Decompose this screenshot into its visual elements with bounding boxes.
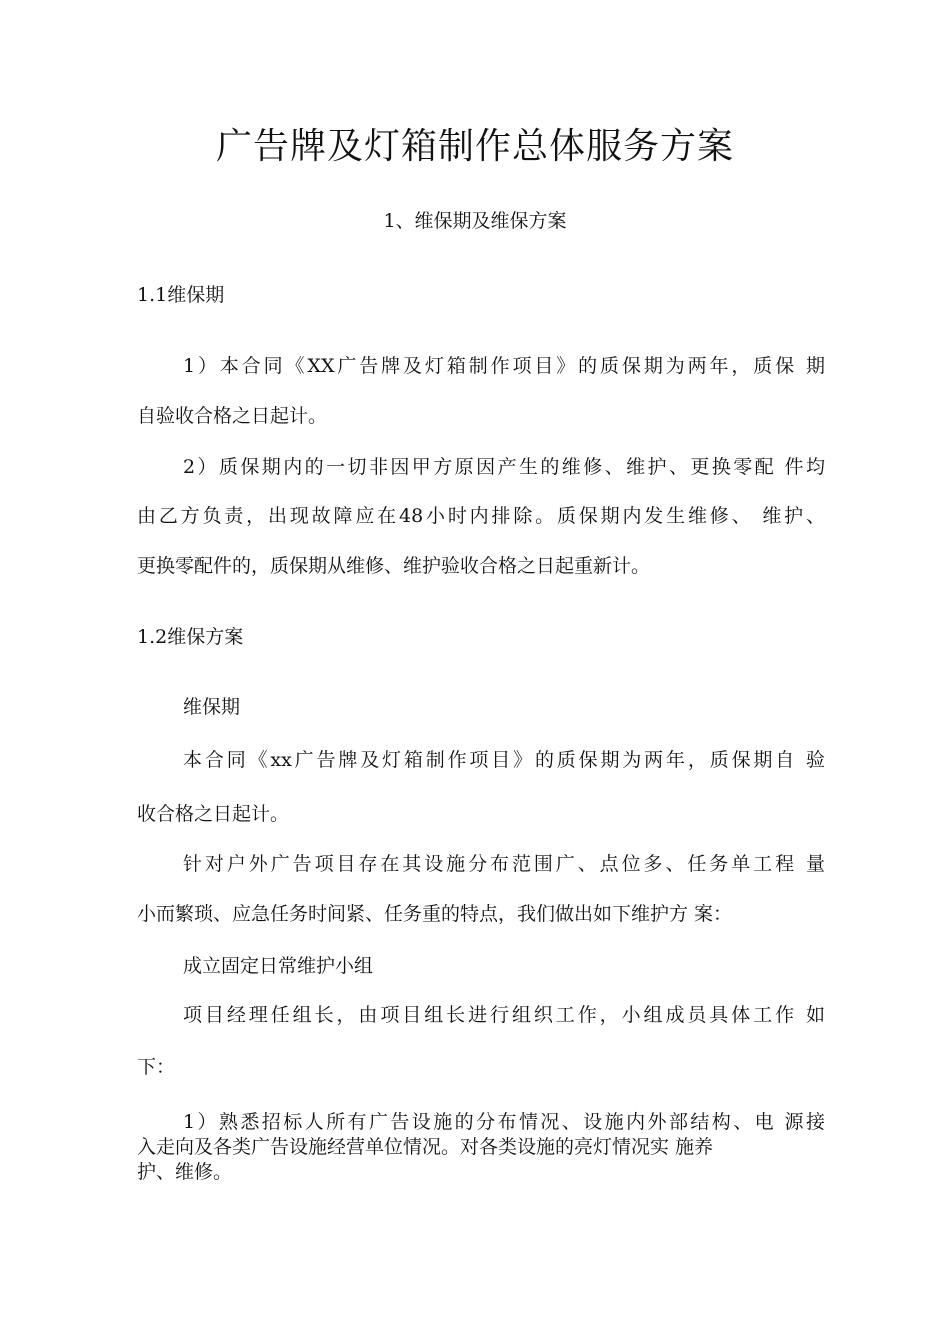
paragraph-line: 2）质保期内的一切非因甲方原因产生的维修、维护、更换零配 件均	[183, 456, 825, 478]
paragraph-line: 1）熟悉招标人所有广告设施的分布情况、设施内外部结构、电 源接	[183, 1111, 825, 1133]
paragraph-line: 1）本合同《XX广告牌及灯箱制作项目》的质保期为两年，质保 期	[183, 355, 825, 377]
paragraph-line: 下：	[137, 1056, 176, 1078]
section-1-2-heading: 1.2维保方案	[137, 626, 244, 648]
subheading-maintenance-period: 维保期	[183, 696, 241, 718]
paragraph-line: 项目经理任组长，由项目组长进行组织工作，小组成员具体工作 如	[183, 1004, 825, 1026]
section-1-heading: 1、维保期及维保方案	[383, 210, 567, 232]
document-title: 广告牌及灯箱制作总体服务方案	[215, 126, 734, 167]
paragraph-line: 针对户外广告项目存在其设施分布范围广、点位多、任务单工程 量	[183, 853, 825, 875]
paragraph-line: 小而繁琐、应急任务时间紧、任务重的特点，我们做出如下维护方 案：	[137, 903, 733, 925]
paragraph-line: 更换零配件的，质保期从维修、维护验收合格之日起重新计。	[137, 555, 651, 577]
section-1-1-heading: 1.1维保期	[137, 284, 225, 306]
paragraph-line: 由乙方负责，出现故障应在48小时内排除。质保期内发生维修、 维护、	[137, 505, 825, 527]
paragraph-line: 本合同《xx广告牌及灯箱制作项目》的质保期为两年，质保期自 验	[183, 749, 825, 771]
paragraph-line: 收合格之日起计。	[137, 803, 290, 825]
paragraph-line: 入走向及各类广告设施经营单位情况。对各类设施的亮灯情况实 施养	[137, 1136, 714, 1158]
paragraph-line: 自验收合格之日起计。	[137, 405, 328, 427]
subheading-maintenance-team: 成立固定日常维护小组	[183, 955, 374, 977]
paragraph-line: 护、维修。	[137, 1161, 233, 1183]
